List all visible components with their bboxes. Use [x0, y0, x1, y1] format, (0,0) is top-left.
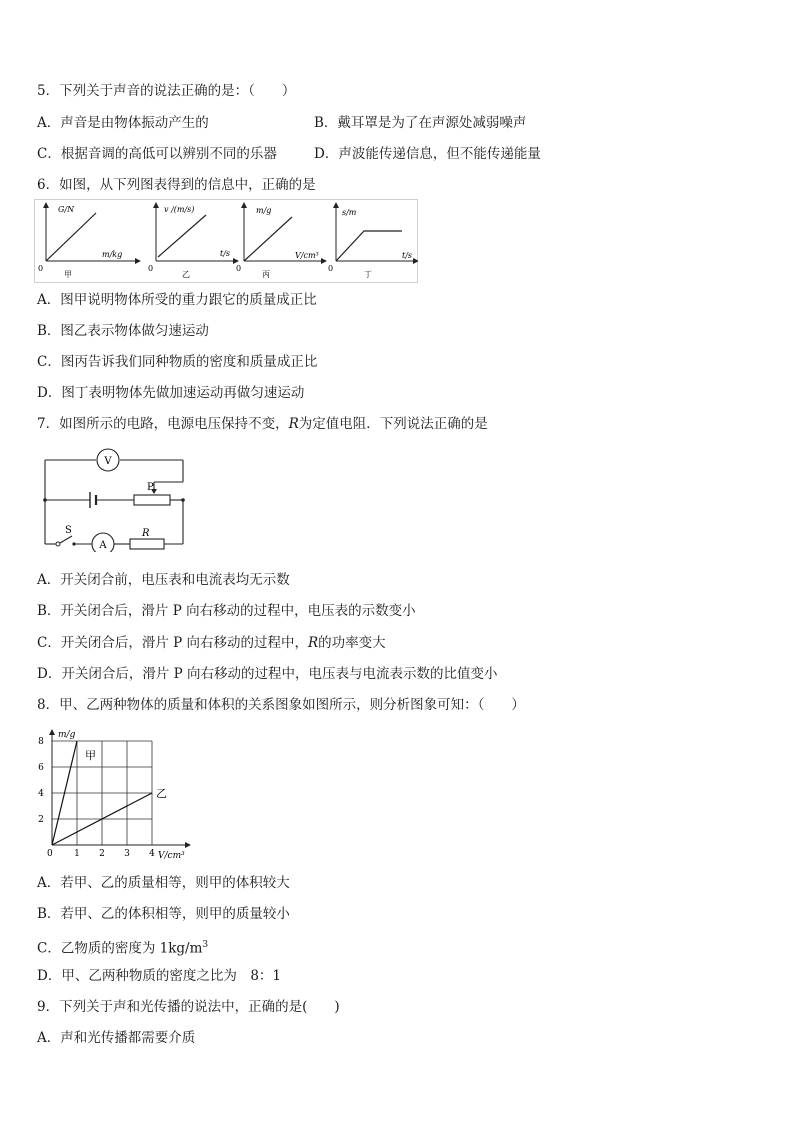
graphs-frame — [35, 200, 418, 283]
chart-y-tick-label: 2 — [38, 815, 44, 825]
graph-bing-caption: 丙 — [262, 270, 270, 279]
graph-jia-ylabel: G/N — [58, 205, 75, 214]
q7-circuit — [38, 446, 190, 556]
graph-ding-caption: 丁 — [364, 270, 372, 279]
chart-series-label-1: 乙 — [156, 787, 167, 800]
q6-option-b: B．图乙表示物体做匀速运动 — [37, 323, 209, 339]
graph-bing-ylabel: m/g — [256, 206, 272, 215]
graph-jia — [38, 205, 138, 279]
chart-grid — [52, 741, 152, 845]
chart-x-tick-label: 2 — [99, 849, 105, 859]
q8-chart-svg — [30, 724, 200, 864]
graph-bing — [236, 205, 324, 279]
q6-graphs-svg — [34, 199, 418, 283]
q5-option-d: D．声波能传递信息，但不能传递能量 — [314, 146, 541, 162]
graph-bing-origin: 0 — [236, 264, 242, 273]
graph-ding-xlabel: t/s — [402, 251, 413, 260]
graph-jia-line — [46, 213, 96, 261]
voltmeter-label: V — [104, 456, 112, 467]
q7-stem-pre: 7．如图所示的电路，电源电压保持不变， — [37, 416, 289, 432]
q5-option-c: C．根据音调的高低可以辨别不同的乐器 — [37, 146, 277, 162]
resistor-label: R — [142, 528, 150, 539]
chart-x-tick-label: 1 — [74, 849, 80, 859]
graph-ding — [328, 205, 416, 279]
slider-label: P — [147, 482, 154, 493]
q7-option-d: D．开关闭合后，滑片 P 向右移动的过程中，电压表与电流表示数的比值变小 — [37, 666, 498, 682]
q7-stem-post: 为定值电阻．下列说法正确的是 — [298, 416, 488, 432]
graph-bing-line — [244, 217, 292, 261]
graph-yi-caption: 乙 — [182, 270, 190, 279]
q8-stem: 8．甲、乙两种物体的质量和体积的关系图象如图所示，则分析图象可知：（ ） — [37, 697, 525, 713]
graph-yi-xlabel: t/s — [220, 249, 231, 258]
chart-x-tick-label: 3 — [124, 849, 130, 859]
q5-option-b: B．戴耳罩是为了在声源处减弱噪声 — [314, 115, 527, 131]
q5-option-a: A．声音是由物体振动产生的 — [37, 115, 209, 131]
graph-bing-xlabel: V/cm³ — [295, 251, 319, 260]
graph-jia-origin: 0 — [38, 264, 44, 273]
q7-stem-var: R — [288, 416, 299, 432]
graph-jia-xlabel: m/kg — [102, 250, 123, 259]
q8-option-b: B．若甲、乙的体积相等，则甲的质量较小 — [37, 906, 290, 922]
q7-option-c-post: 的功率变大 — [318, 635, 386, 651]
q6-option-a: A．图甲说明物体所受的重力跟它的质量成正比 — [37, 292, 317, 308]
q8-option-c-text: C．乙物质的密度为 1kg/m — [37, 940, 203, 957]
q8-option-c — [37, 936, 208, 958]
q8-option-a: A．若甲、乙的质量相等，则甲的体积较大 — [37, 875, 290, 891]
chart-x-tick-label: 4 — [149, 849, 155, 859]
chart-tick-labels — [38, 737, 155, 859]
graph-ding-origin: 0 — [328, 264, 334, 273]
q7-stem — [37, 415, 488, 433]
q6-graphs — [34, 199, 418, 287]
q7-option-c-var: R — [308, 635, 319, 651]
q6-option-d: D．图丁表明物体先做加速运动再做匀速运动 — [37, 385, 305, 401]
chart-y-tick-label: 8 — [38, 737, 44, 747]
graph-yi — [148, 205, 236, 279]
q6-stem: 6．如图，从下列图表得到的信息中，正确的是 — [37, 177, 316, 193]
chart-ylabel: m/g — [58, 730, 76, 740]
q8-option-c-sup: 3 — [202, 940, 209, 950]
graph-jia-caption: 甲 — [64, 270, 72, 279]
q6-option-c: C．图丙告诉我们同种物质的密度和质量成正比 — [37, 354, 318, 370]
switch-label: S — [65, 525, 72, 536]
q5-stem: 5．下列关于声音的说法正确的是：（ ） — [37, 83, 296, 99]
chart-y-tick-label: 6 — [38, 763, 44, 773]
chart-y-tick-label: 4 — [38, 789, 44, 799]
q7-circuit-svg — [38, 446, 190, 552]
chart-xlabel: V/cm³ — [158, 851, 185, 861]
chart-series-label-0: 甲 — [85, 749, 96, 762]
graph-ding-line — [336, 231, 402, 261]
graph-yi-ylabel: v /(m/s) — [164, 205, 195, 214]
q7-option-c — [37, 634, 386, 652]
q8-chart — [30, 724, 200, 868]
q7-option-c-pre: C．开关闭合后，滑片 P 向右移动的过程中， — [37, 635, 308, 651]
q9-option-a: A．声和光传播都需要介质 — [37, 1030, 196, 1046]
q8-option-d: D．甲、乙两种物质的密度之比为 8：1 — [37, 968, 282, 984]
graph-yi-line — [158, 215, 206, 257]
q7-option-a: A．开关闭合前，电压表和电流表均无示数 — [37, 572, 290, 588]
q9-stem: 9．下列关于声和光传播的说法中，正确的是( ) — [37, 999, 340, 1015]
graph-yi-origin: 0 — [148, 264, 154, 273]
graph-ding-ylabel: s/m — [342, 208, 357, 217]
chart-origin-label: 0 — [47, 849, 53, 859]
q7-option-b: B．开关闭合后，滑片 P 向右移动的过程中，电压表的示数变小 — [37, 603, 416, 619]
ammeter-label: A — [99, 540, 107, 551]
